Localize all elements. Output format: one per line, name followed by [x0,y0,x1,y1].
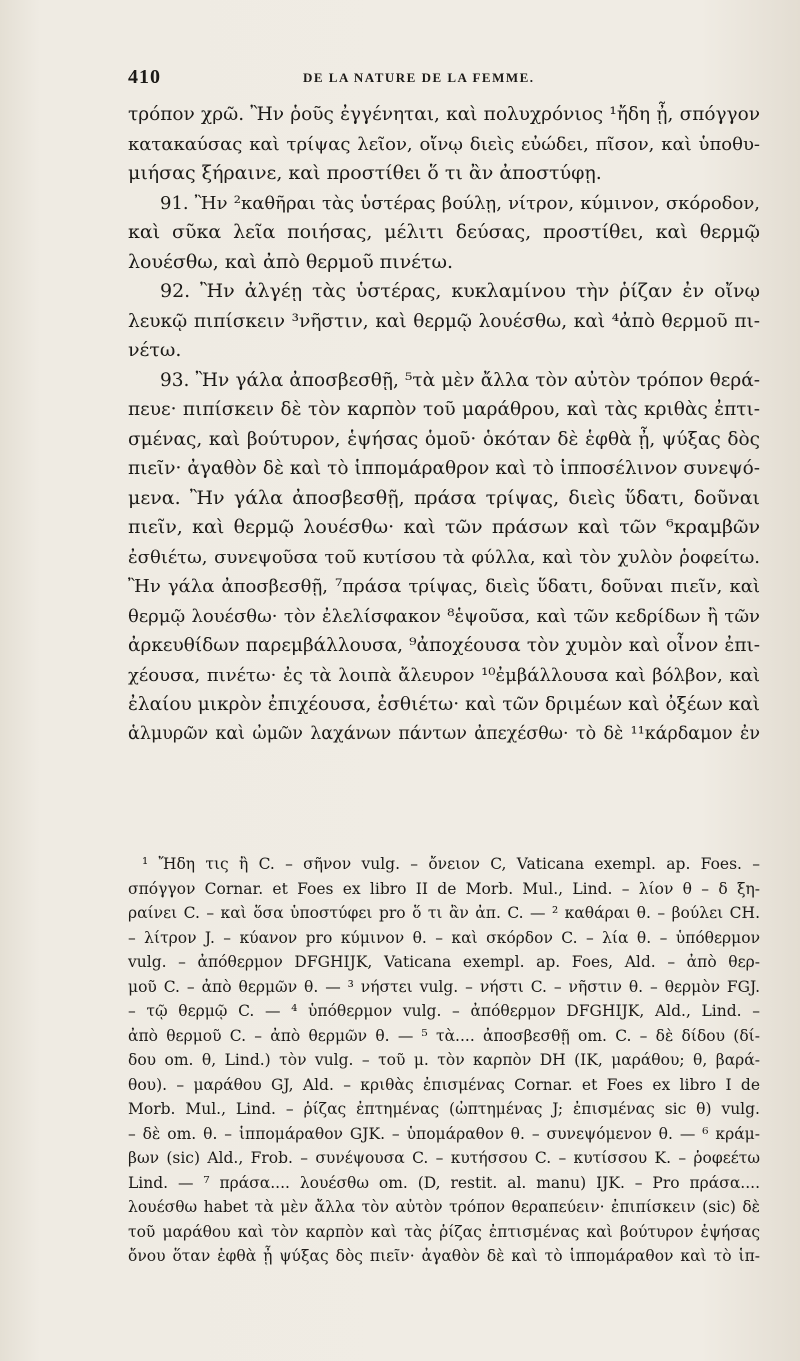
footnote-line: – λίτρον J. – κύανον pro κύμινον θ. – καὶ σκόρδον C. – λία θ. – ὑπόθερμον [128,928,760,947]
text-line: 93. Ἢν γάλα ἀποσβεσθῇ, ⁵τὰ μὲν ἄλλα τὸν αὐτὸν τρόπον θερά- [160,369,760,391]
text-line: τρόπον χρῶ. Ἢν ῥοῦς ἐγγένηται, καὶ πολυχρόνιος ¹ἤδη ᾖ, σπόγγον [128,104,760,125]
running-title: DE LA NATURE DE LA FEMME. [303,70,535,85]
footnote-line: vulg. – ἀπόθερμον DFGHIJK, Vaticana exempl. ap. Foes, Ald. – ἀπὸ θερ- [128,953,760,971]
footnote-line: ¹ Ἤδη τις ἢ C. – σῆνον vulg. – ὄνειον C, Vaticana exempl. ap. Foes. – [142,855,760,873]
text-line: μιήσας ξήραινε, καὶ προστίθει ὅ τι ἂν ἀποστύφῃ. [128,162,602,184]
text-line: θερμῷ λουέσθω· τὸν ἐλελίσφακον ⁸ἑψοῦσα, καὶ τῶν κεδρίδων ἢ τῶν [128,605,760,627]
footnote-line: τοῦ μαράθου καὶ τὸν καρπὸν καὶ τὰς ῥίζας ἐπτισμένας καὶ βούτυρον ἑψήσας [128,1222,760,1241]
text-line: σμένας, καὶ βούτυρον, ἑψήσας ὁμοῦ· ὁκόταν δὲ ἑφθὰ ᾖ, ψύξας δὸς [128,428,760,450]
text-line: λευκῷ πιπίσκειν ³νῆστιν, καὶ θερμῷ λουέσθω, καὶ ⁴ἀπὸ θερμοῦ πι- [128,310,760,332]
text-line: 91. Ἢν ²καθῆραι τὰς ὑστέρας βούλῃ, νίτρον, κύμινον, σκόροδον, [160,192,760,214]
text-line: ἐλαίου μικρὸν ἐπιχέουσα, ἐσθιέτω· καὶ τῶν δριμέων καὶ ὀξέων καὶ [128,694,760,715]
text-line: πευε· πιπίσκειν δὲ τὸν καρπὸν τοῦ μαράθρου, καὶ τὰς κριθὰς ἐπτι- [128,399,760,420]
text-line: ἁλμυρῶν καὶ ὠμῶν λαχάνων πάντων ἀπεχέσθω· τὸ δὲ ¹¹κάρδαμον ἐν [128,723,760,744]
text-line: χέουσα, πινέτω· ἐς τὰ λοιπὰ ἄλευρον ¹⁰ἐμβάλλουσα καὶ βόλβον, καὶ [128,664,760,686]
text-line: καὶ σῦκα λεῖα ποιήσας, μέλιτι δεύσας, προστίθει, καὶ θερμῷ [128,221,760,243]
text-line: Ἢν γάλα ἀποσβεσθῇ, ⁷πράσα τρίψας, διεὶς ὕδατι, δοῦναι πιεῖν, καὶ [128,576,760,597]
footnote-line: σπόγγον Cornar. et Foes ex libro II de Morb. Mul., Lind. – λίον θ – δ ξη- [128,879,760,898]
footnote-line: ἀπὸ θερμοῦ C. – ἀπὸ θερμῶν θ. — ⁵ τὰ.... ἀποσβεσθῇ om. C. – δὲ δίδου (δί- [128,1026,760,1045]
footnote-line: δου om. θ, Lind.) τὸν vulg. – τοῦ μ. τὸν καρπὸν DH (IK, μαράθου; θ, βαρά- [128,1051,760,1069]
footnote-line: Lind. — ⁷ πράσα.... λουέσθω om. (D, restit. al. manu) IJK. – Pro πράσα.... [128,1173,760,1192]
footnote-line: ὄνου ὅταν ἑφθὰ ᾖ ψύξας δὸς πιεῖν· ἀγαθὸν δὲ καὶ τὸ ἱππομάραθον καὶ τὸ ἱπ- [128,1247,760,1265]
footnotes [128,852,760,1269]
text-line: κατακαύσας καὶ τρίψας λεῖον, οἴνῳ διεὶς εὐώδει, πῖσον, καὶ ὑποθυ- [128,133,760,155]
page-number: 410 [128,66,161,88]
footnote-line: μοῦ C. – ἀπὸ θερμῶν θ. — ³ νήστει vulg. – νήστι C. – νῆστιν θ. – θερμὸν FGJ. [128,977,760,996]
footnote-line: βων (sic) Ald., Frob. – συνέψουσα C. – κυτήσσου C. – κυτίσσου K. – ῥοφεέτω [128,1149,760,1167]
text-line: μενα. Ἢν γάλα ἀποσβεσθῇ, πράσα τρίψας, διεὶς ὕδατι, δοῦναι [128,486,760,509]
footnote-line: θου). – μαράθου GJ, Ald. – κριθὰς ἐπισμένας Cornar. et Foes ex libro I de [128,1075,760,1094]
text-line: πιεῖν, καὶ θερμῷ λουέσθω· καὶ τῶν πράσων καὶ τῶν ⁶κραμβῶν [128,516,760,538]
footnote-line: – τῷ θερμῷ C. — ⁴ ὑπόθερμον vulg. – ἀπόθερμον DFGHIJK, Ald., Lind. – [128,1002,760,1020]
text-line: πιεῖν· ἀγαθὸν δὲ καὶ τὸ ἱππομάραθρον καὶ τὸ ἱπποσέλινον συνεψό- [128,458,760,479]
text-line: ἐσθιέτω, συνεψοῦσα τοῦ κυτίσου τὰ φύλλα, καὶ τὸν χυλὸν ῥοφείτω. [128,546,760,568]
footnote-line: – δὲ om. θ. – ἱππομάραθον GJK. – ὑπομάραθον θ. – συνεψόμενον θ. — ⁶ κράμ- [128,1124,760,1143]
footnote-line: ραίνει C. – καὶ ὅσα ὑποστύφει pro ὅ τι ἂν ἀπ. C. — ² καθάραι θ. – βούλει CH. [128,904,760,922]
running-head [128,66,760,90]
footnote-line: Morb. Mul., Lind. – ῥίζας ἐπτημένας (ὠπτημένας J; ἐπισμένας sic θ) vulg. [128,1100,760,1118]
main-text [128,100,760,749]
footnote-line: λουέσθω habet τὰ μὲν ἄλλα τὸν αὐτὸν τρόπον θεραπεύειν· ἐπιπίσκειν (sic) δὲ [128,1198,760,1216]
text-line: λουέσθω, καὶ ἀπὸ θερμοῦ πινέτω. [128,250,454,273]
text-line: 92. Ἢν ἀλγέῃ τὰς ὑστέρας, κυκλαμίνου τὴν ῥίζαν ἐν οἴνῳ [160,280,760,302]
text-line: ἀρκευθίδων παρεμβάλλουσα, ⁹ἀποχέουσα τὸν χυμὸν καὶ οἶνον ἐπι- [128,635,760,656]
text-line: νέτω. [128,339,182,361]
